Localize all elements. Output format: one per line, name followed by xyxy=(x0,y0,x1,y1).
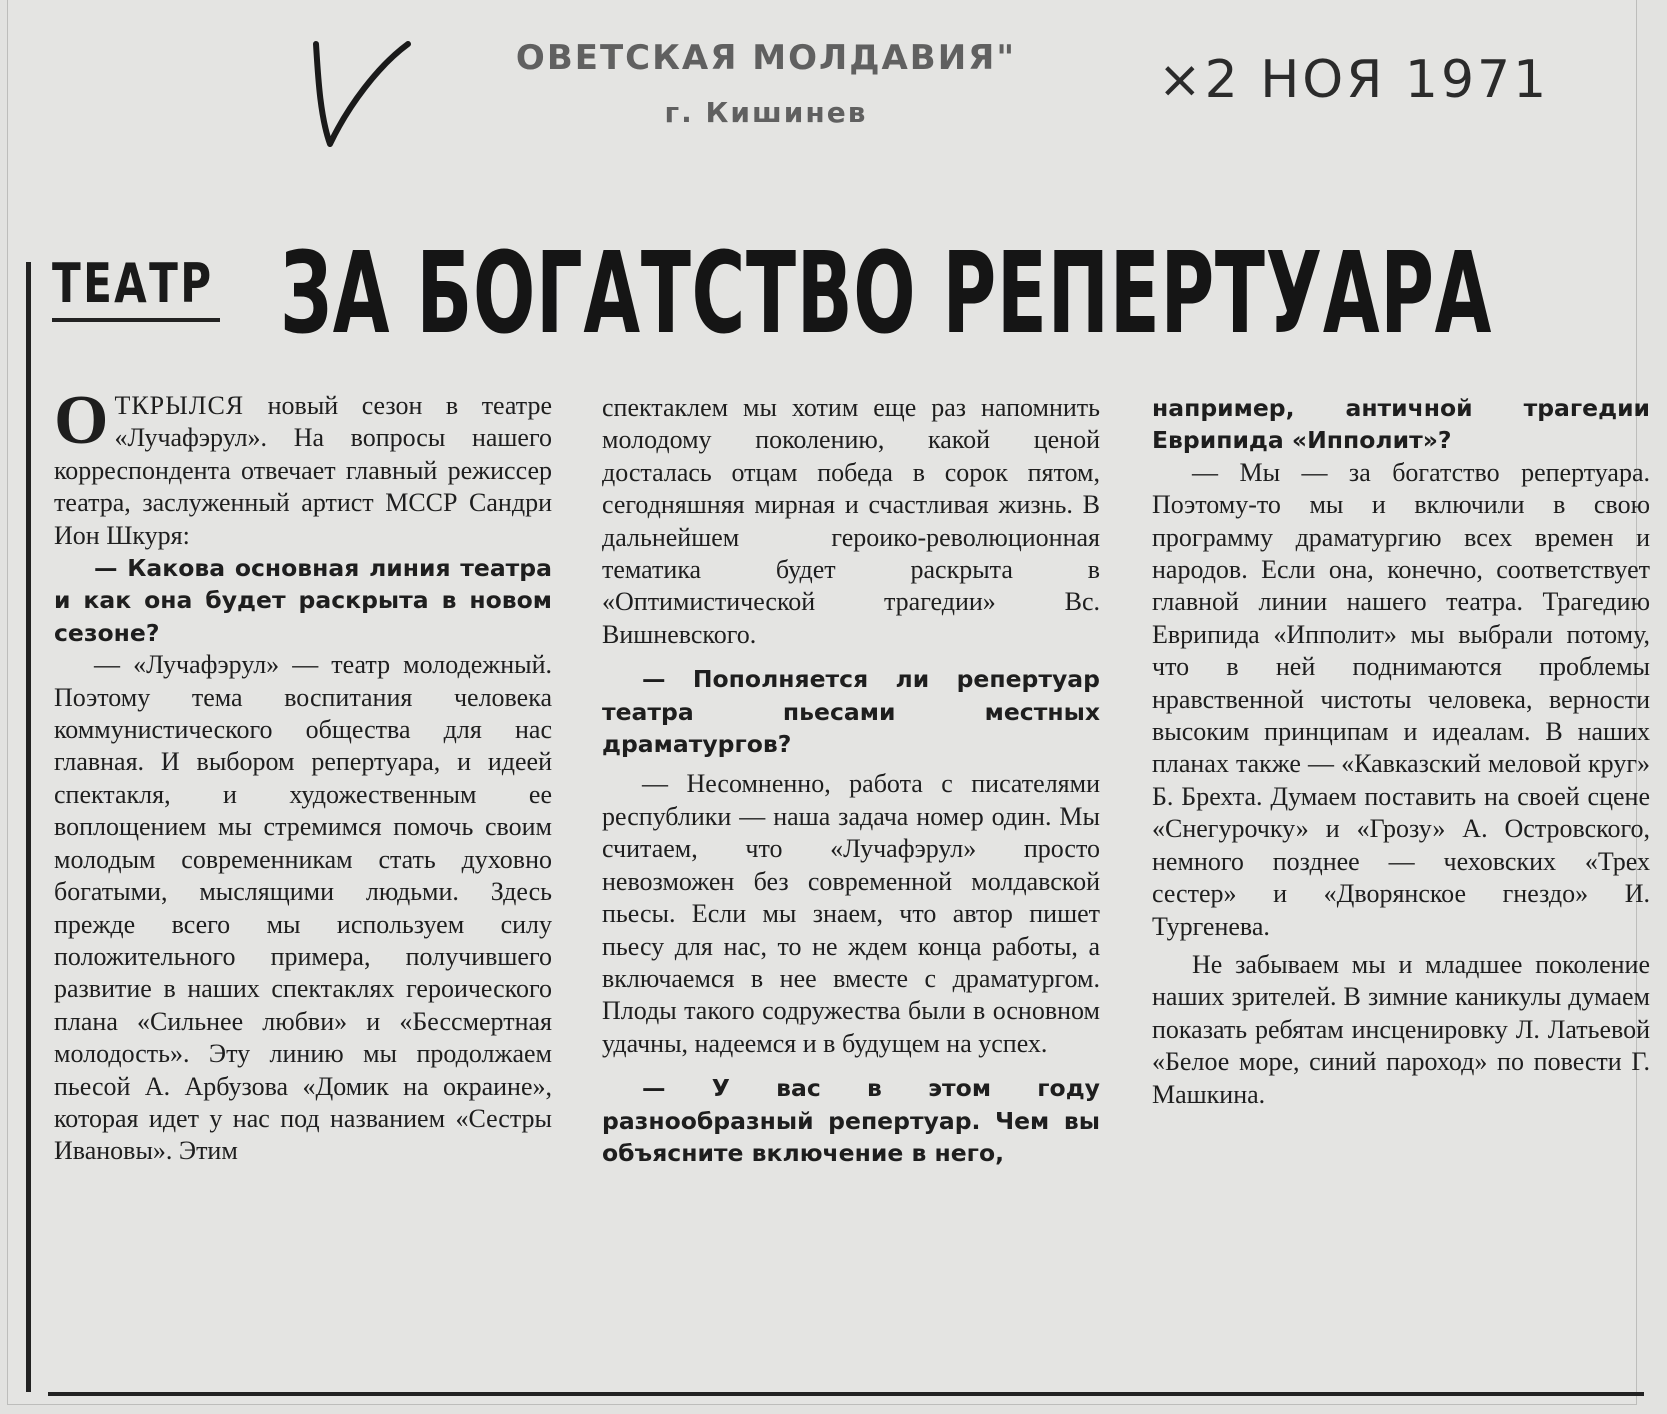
bottom-border-rule xyxy=(48,1392,1644,1396)
lead-caps: ТКРЫЛСЯ xyxy=(114,391,245,420)
section-rubric: ТЕАТР xyxy=(52,252,214,315)
answer-1-part-2: спектаклем мы хотим еще раз напомнить молодому поколению, какой ценой досталась отцам победа в сорок пятом, сегодняшняя мирная и счастливая жизнь. В дальнейшем героико-революционная тематика будет раскрыта в «Оптимистической трагедии» Вс. Вишневского. xyxy=(602,393,1100,649)
answer-2: — Несомненно, работа с писателями республики — наша задача номер один. Мы считаем, что «Лучафэрул» просто невозможен без современной молдавской пьесы. Если мы знаем, что автор пишет пьесу для нас, то не ждем конца работы, а включаемся в нее вместе с драматургом. Плоды такого содружества были в основном удачны, надеемся и в будущем на успех. xyxy=(602,769,1100,1058)
newspaper-stamp xyxy=(496,38,1036,129)
article-column-3 xyxy=(1152,392,1650,1111)
date-stamp xyxy=(1158,50,1549,110)
answer-1-part-1: — «Лучафэрул» — театр молодежный. Поэтому тема воспитания человека коммунистического общества для нас главная. И выбором репертуара, и идеей спектакля, и художественным ее воплощением мы стремимся помочь своим молодым современникам стать духовно богатыми, мыслящими людьми. Здесь прежде всего мы используем силу положительного примера, получившего развитие в наших спектаклях героического плана «Сильнее любви» и «Бессмертная молодость». Эту линию мы продолжаем пьесой А. Арбузова «Домик на окраине», которая идет у нас под названием «Сестры Ивановы». Этим xyxy=(54,650,552,1166)
article-lead xyxy=(54,382,552,552)
article-column-2 xyxy=(602,392,1100,1169)
stamp-newspaper-name: ОВЕТСКАЯ МОЛДАВИЯ" xyxy=(515,38,1017,78)
handwritten-checkmark-icon xyxy=(308,36,418,156)
rubric-underline xyxy=(52,318,220,322)
answer-3: — Мы — за богатство репертуара. Поэтому-то мы и включили в свою программу драматургию всех времен и народов. Если она, конечно, соответствует главной линии нашего театра. Трагедию Еврипида «Ипполит» мы выбрали потому, что в ней поднимаются проблемы нравственной чистоты человека, верности высоким принципам и идеалам. В наших планах также — «Кавказский меловой круг» Б. Брехта. Думаем поставить на своей сцене «Снегурочку» и «Грозу» А. Островского, немного позднее — чеховских «Трех сестер» и «Дворянское гнездо» И. Тургенева. xyxy=(1152,457,1650,941)
left-border-rule xyxy=(26,262,31,1392)
drop-cap: О xyxy=(54,382,109,459)
lead-text: новый сезон в театре «Лучафэрул». На вопросы нашего корреспондента отвечает главный режиссер театра, заслуженный артист МССР Сандри Ион Шкуря: xyxy=(54,391,552,550)
article-column-1 xyxy=(54,382,552,1168)
question-1: — Какова основная линия театра и как она будет раскрыта в новом сезоне? xyxy=(54,554,552,647)
article-headline: ЗА БОГАТСТВО РЕПЕРТУАРА xyxy=(280,229,1493,359)
answer-4: Не забываем мы и младшее поколение наших зрителей. В зимние каникулы думаем показать ребятам инсценировку Л. Латьевой «Белое море, синий пароход» по повести Г. Машкина. xyxy=(1152,949,1650,1109)
question-3-part-2: например, античной трагедии Еврипида «Ипполит»? xyxy=(1152,394,1650,455)
date-stamp-mark: × xyxy=(1158,50,1205,110)
question-3-part-1: — У вас в этом году разнообразный репертуар. Чем вы объясните включение в него, xyxy=(602,1074,1100,1167)
date-stamp-text: 2 НОЯ 1971 xyxy=(1204,50,1550,110)
clipping-paper xyxy=(8,0,1650,1404)
stamp-city: г. Кишинев xyxy=(664,96,868,129)
question-2: — Пополняется ли репертуар театра пьесами местных драматургов? xyxy=(602,665,1100,759)
